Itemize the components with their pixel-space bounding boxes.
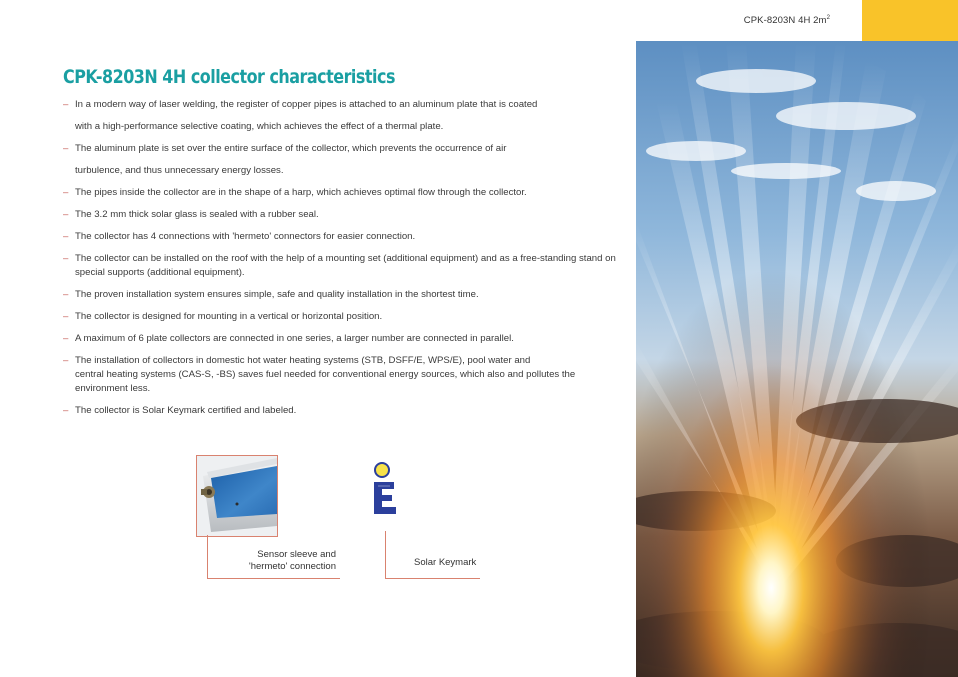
dash-icon: – xyxy=(63,99,69,110)
dash-icon: – xyxy=(63,143,69,154)
dash-icon: – xyxy=(63,311,69,322)
keymark-caption: Solar Keymark xyxy=(414,557,477,568)
solar-keymark-logo xyxy=(368,460,408,532)
keymark-icon xyxy=(368,460,408,532)
keymark-callout-line xyxy=(385,531,480,579)
dash-icon: – xyxy=(63,333,69,344)
list-item: – The installation of collectors in domestic hot water heating systems (STB, DSFF/E, WPS/E), pool water and central heating systems (CAS-S, -BS) saves fuel needed for conventional energy sources, which also and pollutes the environment less. xyxy=(63,355,576,394)
dash-icon: – xyxy=(63,187,69,198)
dash-icon: – xyxy=(63,289,69,300)
list-item: – The collector is designed for mounting in a vertical or horizontal position. xyxy=(63,311,383,322)
sunburst-image xyxy=(636,41,958,677)
dash-icon: – xyxy=(63,209,69,220)
header-accent-tab xyxy=(862,0,958,41)
page-title: CPK-8203N 4H collector characteristics xyxy=(63,66,395,88)
list-item: – The pipes inside the collector are in the shape of a harp, which achieves optimal flow through the collector. xyxy=(63,187,527,198)
dash-icon: – xyxy=(63,355,69,366)
list-item: – A maximum of 6 plate collectors are connected in one series, a larger number are connected in parallel. xyxy=(63,333,514,344)
collector-corner-icon xyxy=(197,456,277,536)
collector-connection-photo xyxy=(196,455,278,537)
list-item: – In a modern way of laser welding, the register of copper pipes is attached to an aluminum plate that is coated with a high-performance selective coating, which achieves the effect of a thermal plate. xyxy=(63,99,538,132)
dash-icon: – xyxy=(63,253,69,264)
header-product-code: CPK-8203N 4H $2m^2$ xyxy=(743,15,830,26)
list-item: – The proven installation system ensures simple, safe and quality installation in the shortest time. xyxy=(63,289,479,300)
sunburst-sky-photo xyxy=(636,41,958,677)
dash-icon: – xyxy=(63,231,69,242)
list-item: – The collector is Solar Keymark certified and labeled. xyxy=(63,405,297,416)
list-item: – The collector has 4 connections with 'hermeto' connectors for easier connection. xyxy=(63,231,416,242)
list-item: – The aluminum plate is set over the entire surface of the collector, which prevents the occurrence of air turbulence, and thus unnecessary energy losses. xyxy=(63,143,507,176)
characteristics-list xyxy=(63,98,616,418)
dash-icon: – xyxy=(63,405,69,416)
list-item: – The collector can be installed on the roof with the help of a mounting set (additional equipment) and as a free-standing stand on special supports (additional equipment). xyxy=(63,253,616,278)
sensor-caption: Sensor sleeve and 'hermeto' connection xyxy=(248,549,336,572)
list-item: – The 3.2 mm thick solar glass is sealed with a rubber seal. xyxy=(63,209,319,220)
